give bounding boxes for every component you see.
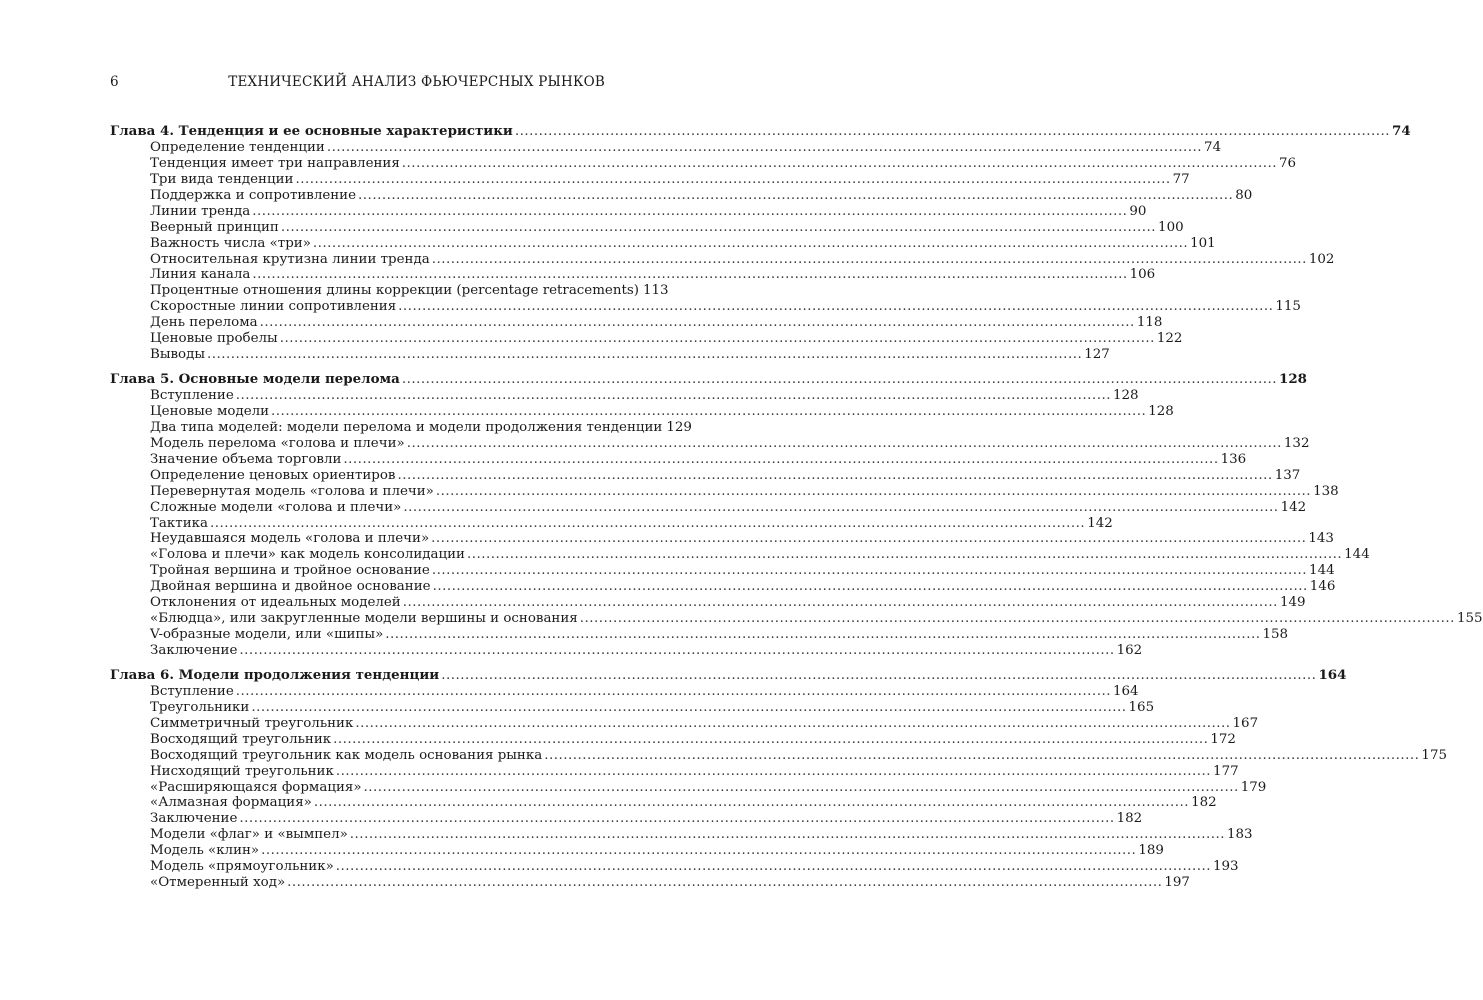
section-entry	[110, 419, 692, 436]
section-entry-page: 100	[1158, 219, 1184, 235]
section-entry-title: День перелома	[150, 315, 258, 331]
section-entry-page: 158	[1262, 627, 1289, 643]
section-entry	[110, 171, 1190, 188]
dot-leader	[402, 372, 1277, 388]
chapter-entry-page: 164	[1318, 666, 1347, 683]
section-entry-title: Модель перелома «голова и плечи»	[150, 435, 405, 451]
section-entry-title: Нисходящий треугольник	[150, 763, 334, 779]
section-entry-page: 164	[1112, 683, 1139, 699]
dot-leader	[239, 643, 1114, 659]
section-entry	[110, 499, 1307, 516]
section-entry	[110, 187, 1253, 204]
dot-leader	[207, 347, 1082, 363]
section-entry-page: 115	[1275, 299, 1301, 315]
section-entry	[110, 451, 1247, 468]
dot-leader	[433, 579, 1308, 595]
section-entry-page: 128	[1148, 403, 1174, 419]
running-title: ТЕХНИЧЕСКИЙ АНАЛИЗ ФЬЮЧЕРСНЫХ РЫНКОВ	[228, 74, 605, 90]
section-entry-page: 76	[1279, 155, 1297, 171]
section-entry-page: 77	[1172, 171, 1190, 187]
chapter-block	[110, 666, 1447, 891]
section-entry	[110, 595, 1306, 611]
section-entry-page: 144	[1309, 563, 1335, 579]
section-entry-title: «Голова и плечи» как модель консолидации	[150, 547, 465, 563]
section-entry	[110, 515, 1113, 532]
section-entry	[110, 795, 1217, 811]
section-entry-title: Определение тенденции	[150, 139, 325, 155]
section-entry-title: Важность числа «три»	[150, 235, 311, 251]
section-entry-page: 127	[1084, 347, 1110, 363]
section-entry	[110, 331, 1183, 347]
dot-leader	[252, 267, 1127, 283]
chapter-entry-title: Глава 5. Основные модели перелома	[110, 371, 400, 388]
section-entry-title: Модель «клин»	[150, 843, 260, 859]
section-entry-title: Линия канала	[150, 267, 251, 283]
dot-leader	[236, 684, 1111, 700]
section-entry-title: Определение ценовых ориентиров	[150, 467, 396, 483]
section-entry-title: «Блюдца», или закругленные модели вершины и основания	[150, 611, 578, 627]
section-entry-page: 101	[1190, 235, 1216, 251]
dot-leader	[355, 716, 1230, 732]
dot-leader	[403, 500, 1278, 516]
section-entry-page: 137	[1274, 467, 1301, 483]
chapter-entry-title: Глава 4. Тенденция и ее основные характеристики	[110, 123, 513, 139]
section-entry-title: Неудавшаяся модель «голова и плечи»	[150, 531, 430, 547]
section-entry-title: Выводы	[150, 347, 206, 363]
section-entry	[110, 763, 1239, 780]
section-entry-title: Значение объема торговли	[150, 451, 342, 467]
section-entry-title: Модель «прямоугольник»	[150, 859, 334, 875]
section-entry-title: Отклонения от идеальных моделей	[150, 595, 401, 611]
dot-leader	[467, 547, 1342, 563]
dot-leader	[343, 452, 1218, 468]
section-entry-page: 179	[1240, 779, 1267, 795]
chapter-block	[110, 123, 1411, 363]
dot-leader	[327, 140, 1202, 156]
section-entry-title: «Отмеренный ход»	[150, 875, 286, 891]
section-entry-title: V-образные модели, или «шипы»	[150, 627, 384, 643]
section-entry	[110, 875, 1190, 891]
section-entry-page: 165	[1128, 699, 1155, 715]
section-entry-page: 155	[1456, 611, 1483, 627]
section-entry-title: Веерный принцип	[150, 219, 279, 235]
section-entry	[110, 267, 1156, 283]
section-entry	[110, 251, 1335, 268]
section-entry	[110, 715, 1259, 732]
section-entry-page: 90	[1129, 203, 1147, 219]
section-entry-page: 183	[1227, 827, 1253, 843]
chapter-entry	[110, 123, 1411, 140]
section-entry-title: Линии тренда	[150, 203, 251, 219]
section-entry	[110, 547, 1370, 563]
section-entry-page: 177	[1213, 763, 1239, 779]
chapter-block	[110, 371, 1483, 659]
dot-leader	[336, 859, 1211, 875]
dot-leader	[261, 843, 1136, 859]
section-entry	[110, 299, 1301, 315]
dot-leader	[431, 531, 1306, 547]
section-entry-page: 113	[642, 283, 669, 299]
section-entry-page: 142	[1087, 515, 1113, 531]
section-entry	[110, 683, 1139, 700]
dot-leader	[313, 236, 1188, 252]
dot-leader	[364, 780, 1239, 796]
dot-leader	[402, 156, 1277, 172]
section-entry-title: Заключение	[150, 811, 238, 827]
section-entry	[110, 219, 1184, 236]
section-entry	[110, 388, 1139, 404]
section-entry-page: 175	[1421, 747, 1447, 763]
section-entry-title: Треугольники	[150, 699, 250, 715]
section-entry-page: 162	[1116, 643, 1143, 658]
section-entry	[110, 139, 1222, 156]
section-entry-title: Тенденция имеет три направления	[150, 155, 400, 171]
section-entry-title: Тактика	[150, 515, 208, 531]
dot-leader	[210, 516, 1085, 532]
section-entry-page: 197	[1164, 875, 1190, 891]
section-entry-title: Восходящий треугольник как модель основания рынка	[150, 747, 543, 763]
dot-leader	[280, 331, 1155, 347]
section-entry-title: Два типа моделей: модели перелома и модели продолжения тенденции	[150, 419, 663, 435]
dot-leader	[260, 315, 1135, 331]
section-entry	[110, 315, 1163, 331]
section-entry-title: Двойная вершина и двойное основание	[150, 579, 431, 595]
section-entry	[110, 811, 1143, 827]
section-entry	[110, 347, 1110, 363]
chapter-entry-page: 128	[1279, 371, 1307, 388]
section-entry-title: Восходящий треугольник	[150, 731, 332, 747]
dot-leader	[544, 748, 1419, 764]
chapter-entry	[110, 666, 1347, 684]
section-entry-page: 189	[1138, 843, 1164, 859]
section-entry-page: 122	[1156, 331, 1183, 347]
section-entry	[110, 859, 1239, 875]
dot-leader	[314, 795, 1189, 811]
section-entry	[110, 235, 1216, 252]
dot-leader	[333, 732, 1208, 748]
section-entry-page: 118	[1136, 315, 1163, 331]
dot-leader	[336, 764, 1211, 780]
section-entry	[110, 579, 1336, 595]
table-of-contents	[110, 123, 1483, 900]
section-entry-title: Заключение	[150, 643, 238, 658]
dot-leader	[236, 388, 1111, 404]
dot-leader	[397, 468, 1272, 484]
section-entry-page: 182	[1116, 811, 1143, 827]
section-entry	[110, 403, 1174, 420]
section-entry	[110, 747, 1447, 764]
section-entry-title: Три вида тенденции	[150, 171, 294, 187]
section-entry-title: Процентные отношения длины коррекции (percentage retracements)	[150, 283, 639, 299]
section-entry	[110, 283, 669, 299]
section-entry-title: Тройная вершина и тройное основание	[150, 563, 430, 579]
dot-leader	[436, 484, 1311, 500]
chapter-entry-title: Глава 6. Модели продолжения тенденции	[110, 666, 440, 683]
section-entry-title: «Расширяющаяся формация»	[150, 779, 362, 795]
dot-leader	[432, 252, 1307, 268]
dot-leader	[281, 220, 1156, 236]
section-entry-title: Симметричный треугольник	[150, 715, 354, 731]
section-entry	[110, 611, 1483, 627]
section-entry-page: 136	[1220, 451, 1247, 467]
section-entry-title: Перевернутая модель «голова и плечи»	[150, 483, 434, 499]
section-entry	[110, 435, 1310, 452]
chapter-entry-page: 74	[1392, 123, 1411, 139]
section-entry-title: Сложные модели «голова и плечи»	[150, 499, 402, 515]
section-entry-page: 193	[1212, 859, 1239, 875]
section-entry-page: 167	[1232, 715, 1259, 731]
section-entry	[110, 699, 1155, 716]
dot-leader	[403, 595, 1278, 611]
section-entry-title: Ценовые модели	[150, 403, 270, 419]
section-entry-title: Относительная крутизна линии тренда	[150, 251, 430, 267]
section-entry-title: Модели «флаг» и «вымпел»	[150, 827, 348, 843]
section-entry	[110, 627, 1289, 643]
dot-leader	[407, 436, 1282, 452]
dot-leader	[251, 700, 1126, 716]
section-entry-page: 102	[1308, 251, 1335, 267]
section-entry	[110, 843, 1164, 859]
section-entry-title: Вступление	[150, 388, 234, 403]
chapter-entry	[110, 371, 1307, 388]
section-entry-title: «Алмазная формация»	[150, 795, 312, 811]
section-entry-page: 74	[1204, 139, 1222, 155]
section-entry-title: Вступление	[150, 683, 234, 699]
section-entry-page: 172	[1210, 731, 1236, 747]
section-entry-page: 132	[1283, 435, 1310, 451]
section-entry	[110, 563, 1335, 579]
section-entry-title: Поддержка и сопротивление	[150, 187, 357, 203]
dot-leader	[295, 172, 1170, 188]
section-entry	[110, 827, 1253, 843]
section-entry	[110, 483, 1339, 500]
dot-leader	[287, 875, 1162, 891]
section-entry-title: Ценовые пробелы	[150, 331, 278, 347]
page-number: 6	[110, 74, 119, 90]
section-entry	[110, 643, 1143, 659]
section-entry-page: 146	[1309, 579, 1336, 595]
section-entry	[110, 467, 1301, 484]
section-entry-page: 142	[1280, 499, 1307, 515]
section-entry-page: 129	[666, 419, 692, 435]
dot-leader	[385, 627, 1260, 643]
dot-leader	[239, 811, 1114, 827]
section-entry	[110, 731, 1236, 748]
section-entry-title: Скоростные линии сопротивления	[150, 299, 397, 315]
dot-leader	[441, 668, 1316, 684]
page-header	[110, 74, 605, 90]
dot-leader	[515, 124, 1390, 140]
dot-leader	[358, 188, 1233, 204]
dot-leader	[580, 611, 1455, 627]
dot-leader	[350, 827, 1225, 843]
dot-leader	[398, 299, 1273, 315]
section-entry-page: 144	[1344, 547, 1370, 563]
section-entry	[110, 203, 1147, 220]
dot-leader	[432, 563, 1307, 579]
section-entry	[110, 155, 1297, 172]
section-entry-page: 138	[1313, 483, 1339, 499]
section-entry-page: 149	[1279, 595, 1306, 611]
section-entry-page: 182	[1191, 795, 1217, 811]
section-entry-page: 106	[1129, 267, 1156, 283]
section-entry-page: 143	[1308, 531, 1334, 547]
section-entry-page: 80	[1235, 187, 1253, 203]
section-entry	[110, 779, 1267, 796]
section-entry	[110, 531, 1334, 547]
dot-leader	[271, 404, 1146, 420]
dot-leader	[252, 204, 1127, 220]
section-entry-page: 128	[1112, 388, 1139, 403]
